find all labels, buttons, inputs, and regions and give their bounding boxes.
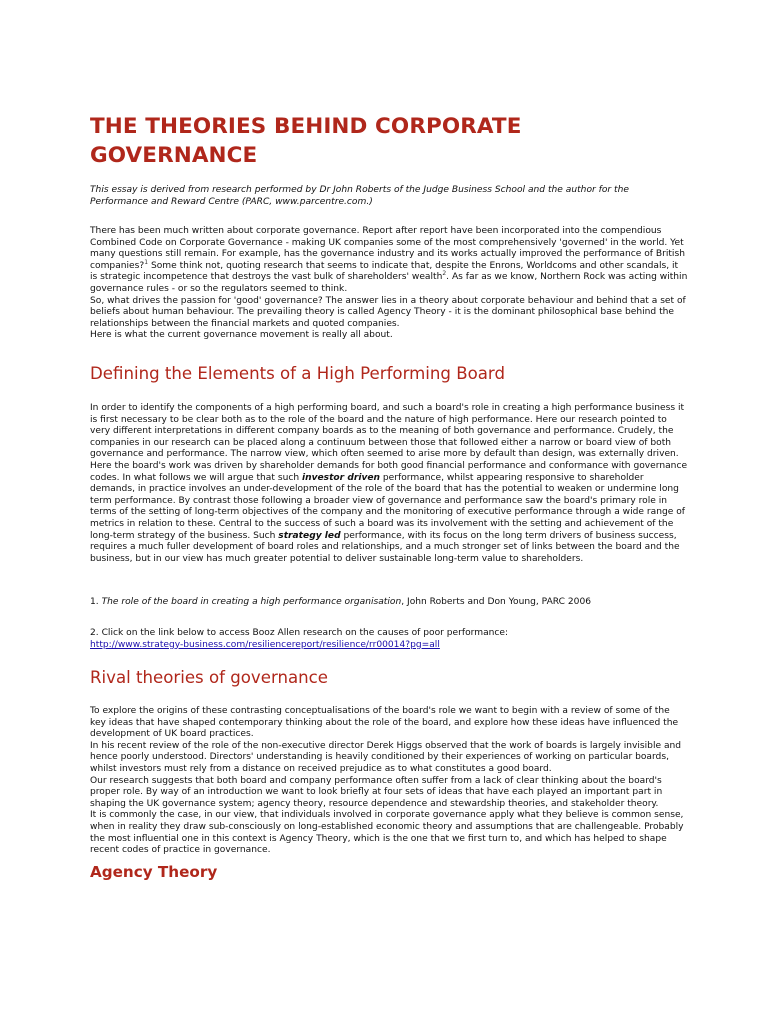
paragraph: Our research suggests that both board and company performance often suffer from a lack of clear thinking about the board's proper role. By way of an introduction we want to look briefly at four sets of ideas that have each played an important part in shaping the UK governance system; agency theory, resource dependence and stewardship theories, and stakeholder theory. <box>90 775 663 809</box>
paragraph: It is commonly the case, in our view, that individuals involved in corporate governance apply what they believe is common sense, when in reality they draw sub-consciously on long-established economic theory and assumptions that are challengeable. Probably the most influential one in this context is Agency Theory, which is the one that we first turn to, and which has helped to shape recent codes of practice in governance. <box>90 810 684 856</box>
footnote-2 <box>90 628 688 651</box>
emphasis-strategy-led: strategy led <box>278 530 341 541</box>
footnote-number: 1. <box>90 597 102 607</box>
heading-agency-theory: Agency Theory <box>90 863 218 881</box>
footnote-citation: , John Roberts and Don Young, PARC 2006 <box>401 597 592 607</box>
booz-allen-research-link[interactable]: http://www.strategy-business.com/resiliencereport/resilience/rr00014?pg=all <box>90 639 440 650</box>
footnote-ref-2: 2 <box>442 270 447 278</box>
paragraph <box>90 403 688 565</box>
text-run: performance, with its focus on the long term drivers of business success, requires a much fuller development of board roles and relationships, and a much stronger set of links between the board and the business, but in our view has much greater potential to deliver sustainable long-term value to shareholders. <box>90 530 680 564</box>
text-run: Some think not, quoting research that seems to indicate that, despite the Enrons, Worldcoms and other scandals, it is strategic incompetence that destroys the vast bulk of shareholders' wealth <box>90 260 679 283</box>
intro-note: This essay is derived from research performed by Dr John Roberts of the Judge Business School and the author for the Performance and Reward Centre (PARC, www.parcentre.com.) <box>90 185 629 207</box>
text-run: There has been much written about corporate governance. Report after report have been incorporated into the compendious Combined Code on Corporate Governance - making UK companies some of the most comprehensively 'governed' in the world. Yet many questions still remain. For example, has the governance industry and its works actually improved the performance of British companies? <box>90 226 685 271</box>
text-run: performance, whilst appearing responsive to shareholder demands, in practice involves an under-development of the role of the board that has the potential to weaken or undermine long term performance. By contrast those following a broader view of governance and performance saw the board's primary role in terms of the setting of long-term objectives of the company and the monitoring of executive performance through a wide range of metrics in relation to these. Central to the success of such a board was its involvement with the setting and achievement of the long-term strategy of the business. Such <box>90 472 685 541</box>
paragraph: Here is what the current governance movement is really all about. <box>90 330 393 341</box>
footnote-ref-1: 1 <box>144 258 149 266</box>
footnote-title: The role of the board in creating a high performance organisation <box>101 597 402 607</box>
text-run: In order to identify the components of a high performing board, and such a board's role in creating a high performance business it is first necessary to be clear both as to the role of the board and the nature of high performance. Here our research pointed to very different interpretations in different company boards as to the meaning of both governance and performance. Crudely, the companies in our research can be placed along a continuum between those that followed either a narrow or board view of both governance and performance. The narrow view, which often seemed to arise more by default than design, was externally driven. Here the board's work was driven by shareholder demands for both good financial performance and conformance with governance codes. In what follows we will argue that such <box>90 403 688 483</box>
section-board-text <box>90 403 688 565</box>
heading-high-performing-board: Defining the Elements of a High Performing Board <box>90 364 505 383</box>
emphasis-investor-driven: investor driven <box>301 472 381 483</box>
paragraph: In his recent review of the role of the non-executive director Derek Higgs observed that the work of boards is largely invisible and hence poorly understood. Directors' understanding is heavily conditioned by their experiences of working on particular boards, whilst investors must rely from a distance on received prejudice as to what constitutes a good board. <box>90 740 682 774</box>
paragraph <box>90 640 688 652</box>
paragraph <box>90 226 688 296</box>
section-intro-text <box>90 226 688 342</box>
section-rival-text <box>90 706 688 857</box>
paragraph <box>90 597 688 609</box>
heading-rival-theories: Rival theories of governance <box>90 668 329 687</box>
text-run: . As far as we know, Northern Rock was acting within governance rules - or so the regulators seemed to think. <box>90 272 688 294</box>
page-title: THE THEORIES BEHIND CORPORATE GOVERNANCE <box>90 114 522 168</box>
paragraph: So, what drives the passion for 'good' governance? The answer lies in a theory about corporate behaviour and behind that a set of beliefs about human behaviour. The prevailing theory is called Agency Theory - it is the dominant philosophical base behind the relationships between the financial markets and quoted companies. <box>90 295 686 329</box>
footnote-1 <box>90 597 688 609</box>
paragraph: To explore the origins of these contrasting conceptualisations of the board's role we want to begin with a review of some of the key ideas that have shaped contemporary thinking about the role of the board, and explore how these ideas have influenced the development of UK board practices. <box>90 706 679 740</box>
paragraph: 2. Click on the link below to access Booz Allen research on the causes of poor performance: <box>90 628 509 638</box>
